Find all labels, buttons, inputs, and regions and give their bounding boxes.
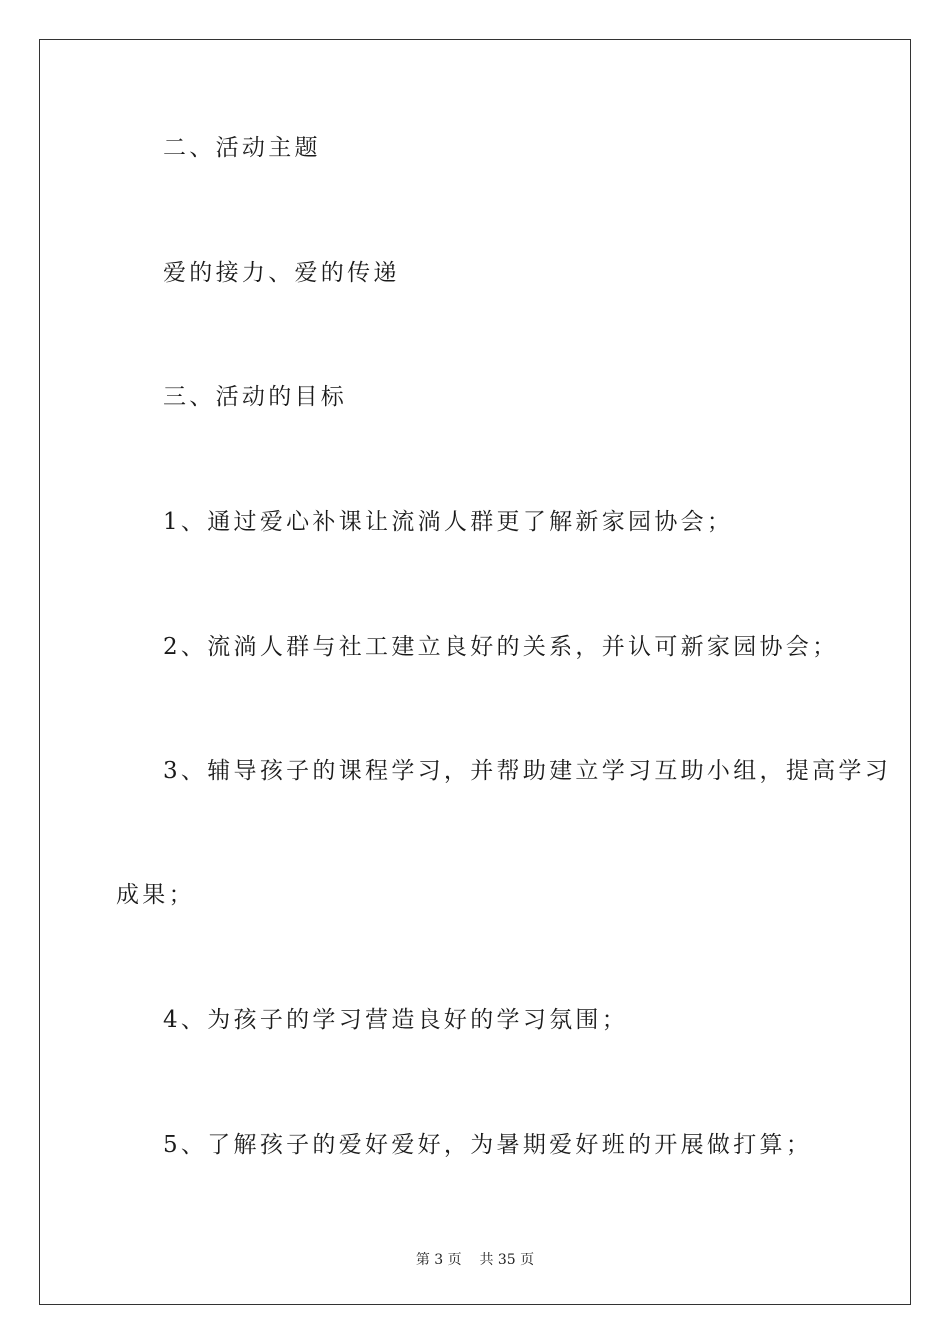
section-heading-goals: 三、活动的目标 (163, 384, 348, 410)
page-number: 第 3 页 (415, 1252, 462, 1268)
section-heading-theme: 二、活动主题 (163, 135, 321, 161)
goal-item-3-continued: 成果； (116, 882, 195, 908)
page-footer (0, 1249, 950, 1269)
goal-item-3: 3、辅导孩子的课程学习，并帮助建立学习互助小组，提高学习 (163, 758, 892, 784)
goal-item-5: 5、了解孩子的爱好爱好，为暑期爱好班的开展做打算； (163, 1132, 813, 1158)
goal-item-2: 2、流淌人群与社工建立良好的关系，并认可新家园协会； (163, 634, 839, 660)
total-pages: 共 35 页 (479, 1252, 535, 1268)
page-border (39, 39, 911, 1305)
theme-text: 爱的接力、爱的传递 (163, 260, 400, 286)
goal-item-1: 1、通过爱心补课让流淌人群更了解新家园协会； (163, 509, 734, 535)
goal-item-4: 4、为孩子的学习营造良好的学习氛围； (163, 1007, 629, 1033)
